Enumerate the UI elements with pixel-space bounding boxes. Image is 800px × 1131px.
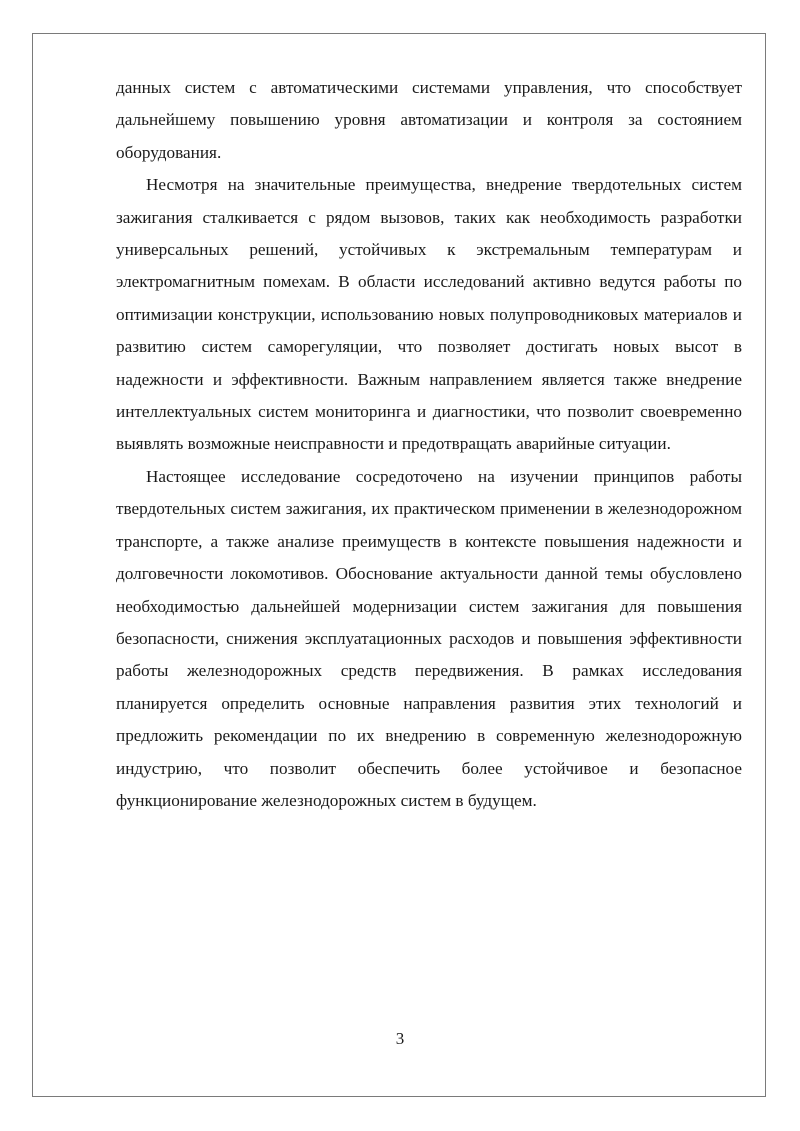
page-number: 3: [395, 1029, 405, 1048]
paragraph-continuation: данных систем с автоматическими системами управления, что способствует дальнейшему повышению уровня автоматизации и контроля за состоянием оборудования.: [116, 78, 742, 162]
paragraph-challenges: Несмотря на значительные преимущества, внедрение твердотельных систем зажигания сталкивается с рядом вызовов, таких как необходимость разработки универсальных решений, устойчивых к экстремальным температурам и электромагнитным помехам. В области исследований активно ведутся работы по оптимизации конструкции, использованию новых полупроводниковых материалов и развитию систем саморегуляции, что позволяет достигать новых высот в надежности и эффективности. Важным направлением является также внедрение интеллектуальных систем мониторинга и диагностики, что позволит своевременно выявлять возможные неисправности и предотвращать аварийные ситуации.: [116, 175, 742, 454]
paragraph-research-focus: Настоящее исследование сосредоточено на изучении принципов работы твердотельных систем зажигания, их практическом применении в железнодорожном транспорте, а также анализе преимуществ в контексте повышения надежности и долговечности локомотивов. Обоснование актуальности данной темы обусловлено необходимостью дальнейшей модернизации систем зажигания для повышения безопасности, снижения эксплуатационных расходов и повышения эффективности работы железнодорожных средств передвижения. В рамках исследования планируется определить основные направления развития этих технологий и предложить рекомендации по их внедрению в современную железнодорожную индустрию, что позволит обеспечить более устойчивое и безопасное функционирование железнодорожных систем в будущем.: [116, 466, 742, 810]
body-text: [116, 72, 742, 817]
